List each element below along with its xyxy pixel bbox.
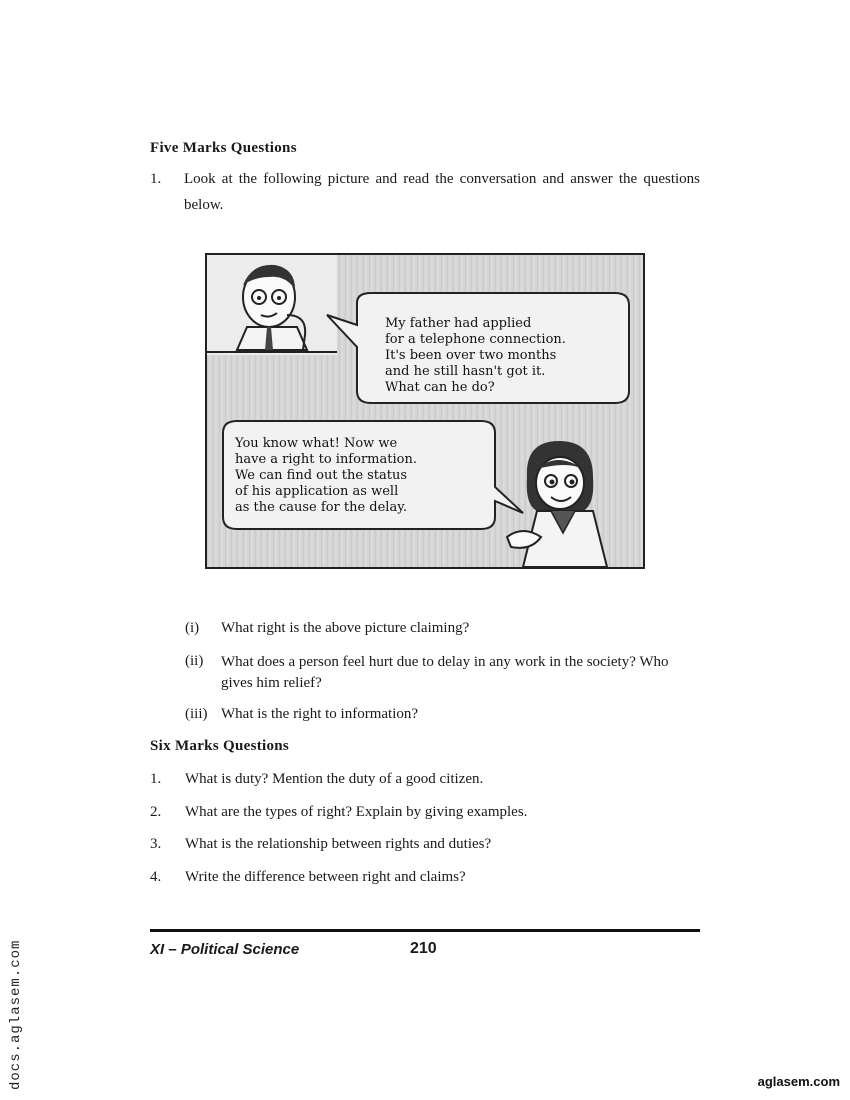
- brand-label: aglasem.com: [757, 1074, 840, 1089]
- sub-question-text: What right is the above picture claiming?: [221, 620, 470, 636]
- sub-question-text: What is the right to information?: [221, 706, 419, 722]
- svg-text:for a telephone connection.: [385, 332, 566, 347]
- svg-text:and he still hasn't got it.: [385, 364, 545, 379]
- sub-question-number: (iii): [185, 706, 208, 722]
- sub-question-text: What does a person feel hurt due to delay in any work in the society? Who gives him relief?: [221, 654, 669, 691]
- svg-text:as the cause for the delay.: [235, 500, 407, 515]
- footer-subject: XI – Political Science: [150, 941, 300, 958]
- five-marks-heading: Five Marks Questions: [150, 140, 297, 156]
- question-text: What are the types of right? Explain by giving examples.: [185, 804, 528, 820]
- boy-figure: [207, 255, 337, 355]
- girl-bubble-line: We can find out the status: [235, 468, 408, 483]
- svg-text:have a right to information.: [235, 452, 417, 467]
- question-text: Look at the following picture and read the conversation and answer the questions below.: [184, 171, 700, 213]
- svg-text:You know what! Now we: [234, 436, 398, 451]
- question-number: 1.: [150, 171, 162, 187]
- boy-bubble-line: and he still hasn't got it.: [385, 364, 546, 379]
- conversation-illustration: [205, 253, 645, 569]
- sub-question-number: (ii): [185, 653, 204, 669]
- question-text: What is the relationship between rights and duties?: [185, 836, 492, 852]
- girl-bubble-line: have a right to information.: [235, 452, 417, 467]
- question-text: Write the difference between right and claims?: [185, 869, 466, 885]
- question-text: What is duty? Mention the duty of a good citizen.: [185, 771, 484, 787]
- boy-bubble-line: What can he do?: [385, 380, 495, 395]
- footer-rule: [150, 929, 700, 932]
- boy-speech-bubble: [327, 293, 629, 403]
- girl-bubble-line: as the cause for the delay.: [235, 500, 407, 515]
- svg-text:We can find out the status: [235, 468, 407, 483]
- six-marks-heading: Six Marks Questions: [150, 738, 290, 754]
- page-number: 210: [410, 940, 437, 957]
- side-url-watermark: docs.aglasem.com: [8, 939, 24, 1090]
- sub-question-number: (i): [185, 620, 200, 636]
- girl-bubble-line: of his application as well: [235, 484, 399, 499]
- boy-bubble-line: My father had applied: [385, 316, 532, 331]
- girl-bubble-line: You know what! Now we: [235, 436, 398, 451]
- boy-bubble-line: It's been over two months: [385, 348, 557, 363]
- question-number: 2.: [150, 804, 162, 820]
- svg-text:It's been over two months: [385, 348, 556, 363]
- svg-text:of his application as well: [235, 484, 398, 499]
- question-number: 4.: [150, 869, 162, 885]
- question-number: 1.: [150, 771, 162, 787]
- svg-text:What can he do?: [385, 380, 495, 395]
- boy-bubble-line: for a telephone connection.: [385, 332, 566, 347]
- question-number: 3.: [150, 836, 162, 852]
- girl-speech-bubble: [223, 421, 523, 529]
- svg-text:My father had applied: [385, 316, 531, 331]
